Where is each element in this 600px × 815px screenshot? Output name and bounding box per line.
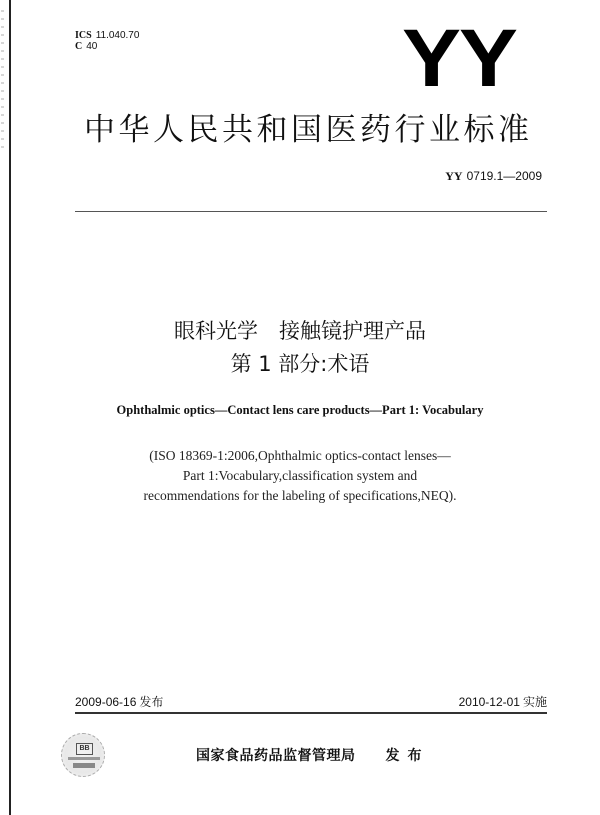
issued-date-value: 2009-06-16 bbox=[75, 695, 137, 709]
standard-number bbox=[445, 169, 542, 184]
iso-reference-line: (ISO 18369-1:2006,Ophthalmic optics-contact lenses— bbox=[149, 448, 451, 463]
footer-divider bbox=[75, 712, 547, 714]
ccs-value: 40 bbox=[86, 41, 98, 52]
official-seal-icon bbox=[61, 733, 105, 777]
ccs-label: C bbox=[75, 41, 83, 52]
scan-binding-marks bbox=[1, 10, 4, 150]
effective-label: 实施 bbox=[522, 695, 547, 709]
header-divider bbox=[75, 211, 547, 212]
effective-date bbox=[459, 693, 547, 710]
issued-label: 发布 bbox=[139, 695, 164, 709]
document-title-en: Ophthalmic optics—Contact lens care products—Part 1: Vocabulary bbox=[116, 403, 484, 417]
effective-date-value: 2010-12-01 bbox=[458, 695, 520, 709]
ics-value: 11.040.70 bbox=[95, 30, 140, 41]
iso-reference bbox=[0, 446, 600, 506]
issuer-name: 国家食品药品监督管理局 bbox=[196, 748, 356, 764]
document-title-cn-line2: 第 1 部分:术语 bbox=[230, 352, 370, 376]
seal-emblem: BB bbox=[76, 743, 93, 755]
seal-text-band bbox=[68, 757, 100, 760]
document-title-cn-line1: 眼科光学 接触镜护理产品 bbox=[174, 319, 426, 343]
ics-label: ICS bbox=[75, 30, 92, 41]
yy-standard-logo: YY bbox=[402, 13, 516, 104]
ccs-code bbox=[75, 41, 139, 52]
issuer-action: 发布 bbox=[385, 748, 430, 764]
standard-number-prefix: YY bbox=[445, 169, 463, 183]
ics-code bbox=[75, 30, 139, 41]
date-row bbox=[75, 693, 547, 710]
classification-codes bbox=[75, 30, 139, 52]
standard-number-value: 0719.1—2009 bbox=[466, 169, 542, 183]
iso-reference-line: Part 1:Vocabulary,classification system and bbox=[182, 468, 418, 483]
issuing-authority bbox=[196, 745, 430, 765]
issued-date bbox=[75, 693, 163, 710]
iso-reference-line: recommendations for the labeling of specifications,NEQ). bbox=[143, 488, 457, 503]
seal-text-band bbox=[73, 763, 95, 768]
standard-category-title: 中华人民共和国医药行业标准 bbox=[84, 112, 533, 148]
